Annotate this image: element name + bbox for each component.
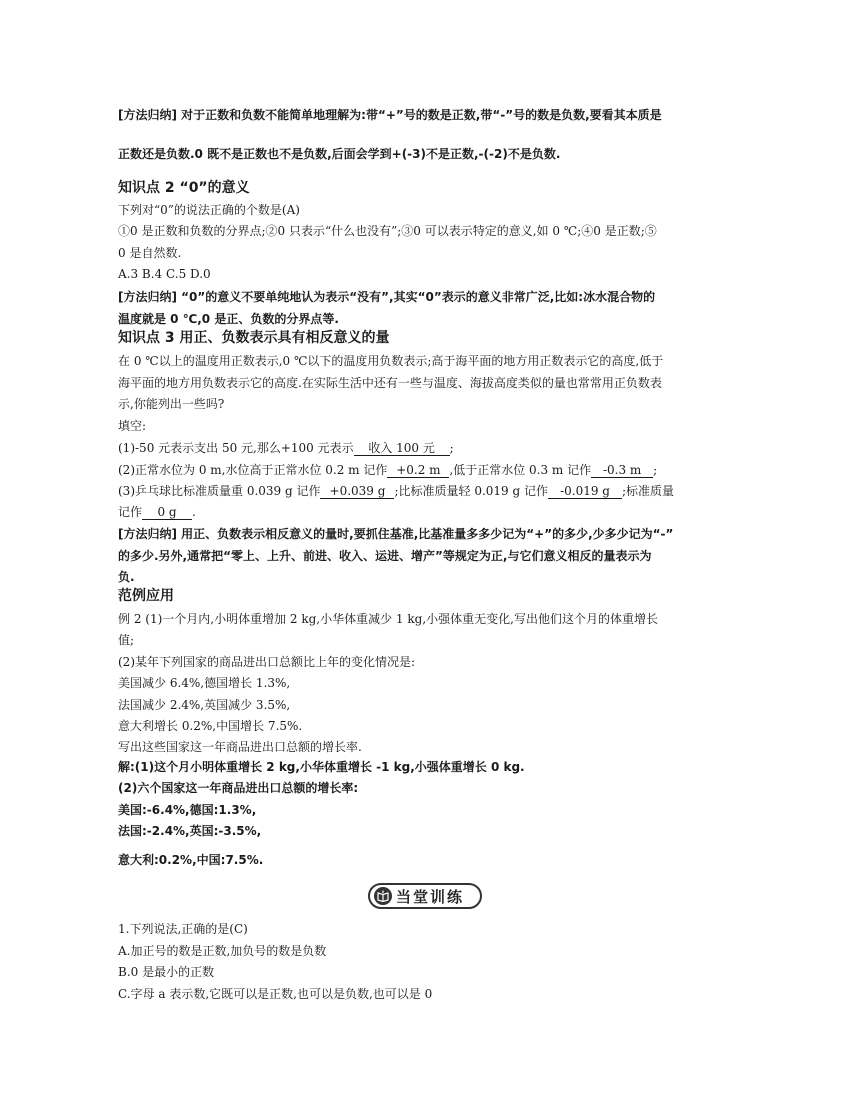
q2-prefix: (2)正常水位为 0 m,水位高于正常水位 0.2 m 记作: [118, 463, 388, 477]
training-option-c: C.字母 a 表示数,它既可以是正数,也可以是负数,也可以是 0: [118, 987, 433, 1001]
q2-answer-blank-1: +0.2 m: [387, 463, 449, 478]
example-section-title: 范例应用: [118, 588, 174, 604]
q2-suffix: ;: [653, 463, 658, 477]
example-question-2-line-1: (2)某年下列国家的商品进出口总额比上年的变化情况是:: [118, 655, 416, 669]
kp2-statement-line-2: 0 是自然数.: [118, 246, 182, 260]
knowledge-point-3-title: 知识点 3 用正、负数表示具有相反意义的量: [118, 330, 390, 346]
kp3-fill-question-1: [118, 440, 454, 456]
q2-answer-blank-2: -0.3 m: [591, 463, 653, 478]
kp3-fill-question-2: [118, 462, 657, 478]
q2-middle: ,低于正常水位 0.3 m 记作: [449, 463, 592, 477]
knowledge-point-2-title: 知识点 2 “0”的意义: [118, 180, 250, 196]
solution-line-2: (2)六个国家这一年商品进出口总额的增长率:: [118, 781, 359, 795]
kp3-method-line-2: 的多少.另外,通常把“零上、上升、前进、收入、运进、增产”等规定为正,与它们意义相反的量表示为: [118, 549, 652, 563]
kp2-question: 下列对“0”的说法正确的个数是(A): [118, 203, 300, 217]
training-banner-title: 当堂训练: [396, 887, 465, 906]
example-question-1-line-2: 值;: [118, 633, 135, 647]
kp3-intro-line-3: 示,你能列出一些吗?: [118, 397, 225, 411]
method-summary-1-line-1: [方法归纳] 对于正数和负数不能简单地理解为:带“+”号的数是正数,带“-”号的数是负数,要看其本质是: [118, 108, 662, 122]
example-question-1-line-1: 例 2 (1)一个月内,小明体重增加 2 kg,小华体重减少 1 kg,小强体重无变化,写出他们这个月的体重增长: [118, 612, 658, 626]
example-question-2-line-2: 美国减少 6.4%,德国增长 1.3%,: [118, 676, 291, 690]
kp2-method-line-1: [方法归纳] “0”的意义不要单纯地认为表示“没有”,其实“0”表示的意义非常广泛,比如:冰水混合物的: [118, 290, 656, 304]
kp3-fill-label: 填空:: [118, 419, 147, 433]
kp2-statement-line-1: ①0 是正数和负数的分界点;②0 只表示“什么也没有”;③0 可以表示特定的意义,如 0 ℃;④0 是正数;⑤: [118, 224, 657, 238]
q3-prefix: (3)乒乓球比标准质量重 0.039 g 记作: [118, 484, 321, 498]
q3-line2-prefix: 记作: [118, 505, 143, 519]
example-question-2-line-3: 法国减少 2.4%,英国减少 3.5%,: [118, 698, 291, 712]
q1-prefix: (1)-50 元表示支出 50 元,那么+100 元表示: [118, 441, 354, 455]
kp3-fill-question-3: [118, 483, 674, 499]
q1-suffix: ;: [449, 441, 454, 455]
q3-middle: ;比标准质量轻 0.019 g 记作: [394, 484, 549, 498]
kp2-options: A.3 B.4 C.5 D.0: [118, 267, 211, 281]
kp3-method-line-3: 负.: [118, 570, 135, 584]
training-banner: [368, 883, 482, 909]
kp2-method-line-2: 温度就是 0 ℃,0 是正、负数的分界点等.: [118, 312, 339, 326]
q3-answer-blank-1: +0.039 g: [320, 484, 394, 499]
training-question-1: 1.下列说法,正确的是(C): [118, 922, 248, 936]
solution-line-3: 美国:-6.4%,德国:1.3%,: [118, 803, 257, 817]
example-question-2-line-5: 写出这些国家这一年商品进出口总额的增长率.: [118, 740, 362, 754]
kp3-method-line-1: [方法归纳] 用正、负数表示相反意义的量时,要抓住基准,比基准量多多少记为“+”的多少,少多少记为“-”: [118, 527, 674, 541]
kp3-intro-line-1: 在 0 ℃以上的温度用正数表示,0 ℃以下的温度用负数表示;高于海平面的地方用正数表示它的高度,低于: [118, 354, 664, 368]
book-icon: [374, 887, 392, 905]
q3-line2-suffix: .: [192, 505, 196, 519]
kp3-fill-question-3-line-2: [118, 504, 196, 520]
q3-suffix: ;标准质量: [622, 484, 675, 498]
solution-line-4: 法国:-2.4%,英国:-3.5%,: [118, 824, 262, 838]
kp3-intro-line-2: 海平面的地方用负数表示它的高度.在实际生活中还有一些与温度、海拔高度类似的量也常常用正负数表: [118, 376, 662, 390]
training-option-b: B.0 是最小的正数: [118, 965, 215, 979]
training-option-a: A.加正号的数是正数,加负号的数是负数: [118, 944, 327, 958]
example-question-2-line-4: 意大利增长 0.2%,中国增长 7.5%.: [118, 719, 303, 733]
q3-answer-blank-2: -0.019 g: [548, 484, 622, 499]
solution-line-1: 解:(1)这个月小明体重增长 2 kg,小华体重增长 -1 kg,小强体重增长 0 kg.: [118, 760, 525, 774]
method-summary-1-line-2: 正数还是负数.0 既不是正数也不是负数,后面会学到+(-3)不是正数,-(-2)不是负数.: [118, 147, 561, 161]
q1-answer-blank: 收入 100 元: [354, 441, 450, 456]
solution-line-5: 意大利:0.2%,中国:7.5%.: [118, 853, 264, 867]
q3-answer-blank-3: 0 g: [142, 505, 192, 520]
